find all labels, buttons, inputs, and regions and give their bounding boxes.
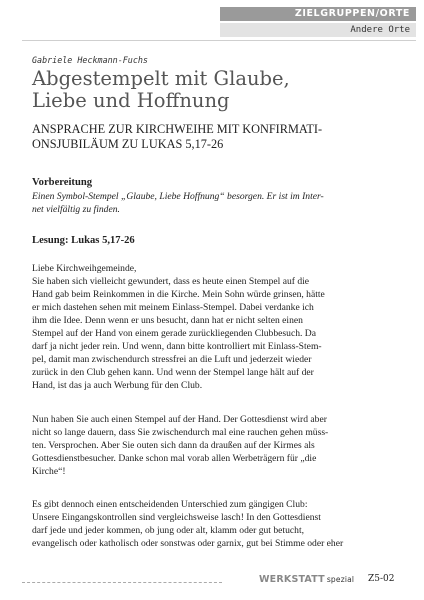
article-subtitle bbox=[32, 122, 416, 151]
title-line: Liebe und Hoffnung bbox=[32, 89, 230, 112]
subsection-header: Andere Orte bbox=[220, 23, 416, 37]
text-line: darf ja nicht jeder rein. Und wenn, dann bitte kontrolliert mit Einlass-Stem- bbox=[32, 341, 322, 352]
publication-logo bbox=[259, 574, 354, 585]
text-line: Nun haben Sie auch einen Stempel auf der Hand. Der Gottesdienst wird aber bbox=[32, 414, 327, 425]
brand-suffix: spezial bbox=[326, 575, 355, 584]
text-line: Liebe Kirchweihgemeinde, bbox=[32, 263, 137, 274]
text-line: pel, damit man zwischendurch stressfrei an die Luft und jederzeit wieder bbox=[32, 354, 312, 365]
section-header: ZIELGRUPPEN/ORTE bbox=[220, 7, 416, 21]
text-line: ihm die Idee. Denn wenn er uns besucht, dann hat er nicht selten einen bbox=[32, 315, 303, 326]
preparation-line: Einen Symbol-Stempel „Glaube, Liebe Hoffnung“ besorgen. Er ist im Inter- bbox=[32, 191, 324, 202]
text-line: evangelisch oder katholisch oder sonstwas oder garnix, gut bei Stimme oder eher bbox=[32, 538, 344, 549]
body-paragraph-3 bbox=[32, 498, 420, 550]
brand-name: WERKSTATT bbox=[259, 574, 325, 585]
text-line: Hand, ist das ja auch Werbung für den Club. bbox=[32, 380, 203, 391]
preparation-line: net vielfältig zu finden. bbox=[32, 204, 120, 215]
subtitle-line: ANSPRACHE ZUR KIRCHWEIHE MIT KONFIRMATI- bbox=[32, 122, 323, 136]
text-line: Stempel auf der Hand von einem gerade zurückliegenden Clubbesuch. Da bbox=[32, 328, 316, 339]
footer-divider bbox=[22, 582, 222, 583]
text-line: Hand gab beim Reinkommen in die Kirche. Mein Sohn würde grinsen, hätte bbox=[32, 289, 325, 300]
preparation-text bbox=[32, 190, 417, 216]
text-line: er mich dastehen sehen mit meinem Einlass-Stempel. Dabei verdanke ich bbox=[32, 302, 314, 313]
text-line: Kirche“! bbox=[32, 466, 66, 477]
text-line: zurück in den Club gehen kann. Und wenn der Stempel lange hält auf der bbox=[32, 367, 314, 378]
text-line: Sie haben sich vielleicht gewundert, dass es heute einen Stempel auf die bbox=[32, 276, 310, 287]
text-line: ten. Versprochen. Aber Sie outen sich dann da draußen auf der Kirmes als bbox=[32, 440, 315, 451]
text-line: nicht so lange dauern, dass Sie zwischendurch mal eine rauchen gehen müss- bbox=[32, 427, 329, 438]
page-number: Z5-02 bbox=[368, 574, 395, 584]
text-line: Gottesdienstbesucher. Danke schon mal vorab allen Werbeträgern für „die bbox=[32, 453, 317, 464]
reading-heading: Lesung: Lukas 5,17-26 bbox=[32, 235, 135, 246]
text-line: Unsere Eingangskontrollen sind vergleichsweise lasch! In den Gottesdienst bbox=[32, 512, 321, 523]
body-paragraph-1 bbox=[32, 262, 420, 392]
article-title bbox=[32, 68, 412, 112]
subtitle-line: ONSJUBILÄUM ZU LUKAS 5,17-26 bbox=[32, 136, 224, 151]
title-line: Abgestempelt mit Glaube, bbox=[32, 67, 290, 90]
text-line: Es gibt dennoch einen entscheidenden Unterschied zum gängigen Club: bbox=[32, 499, 308, 510]
author-name: Gabriele Heckmann-Fuchs bbox=[32, 55, 148, 65]
header-divider bbox=[22, 40, 416, 41]
preparation-heading: Vorbereitung bbox=[32, 177, 93, 188]
text-line: darf jede und jeder kommen, ob jung oder alt, klamm oder gut betucht, bbox=[32, 525, 305, 536]
body-paragraph-2 bbox=[32, 413, 420, 478]
